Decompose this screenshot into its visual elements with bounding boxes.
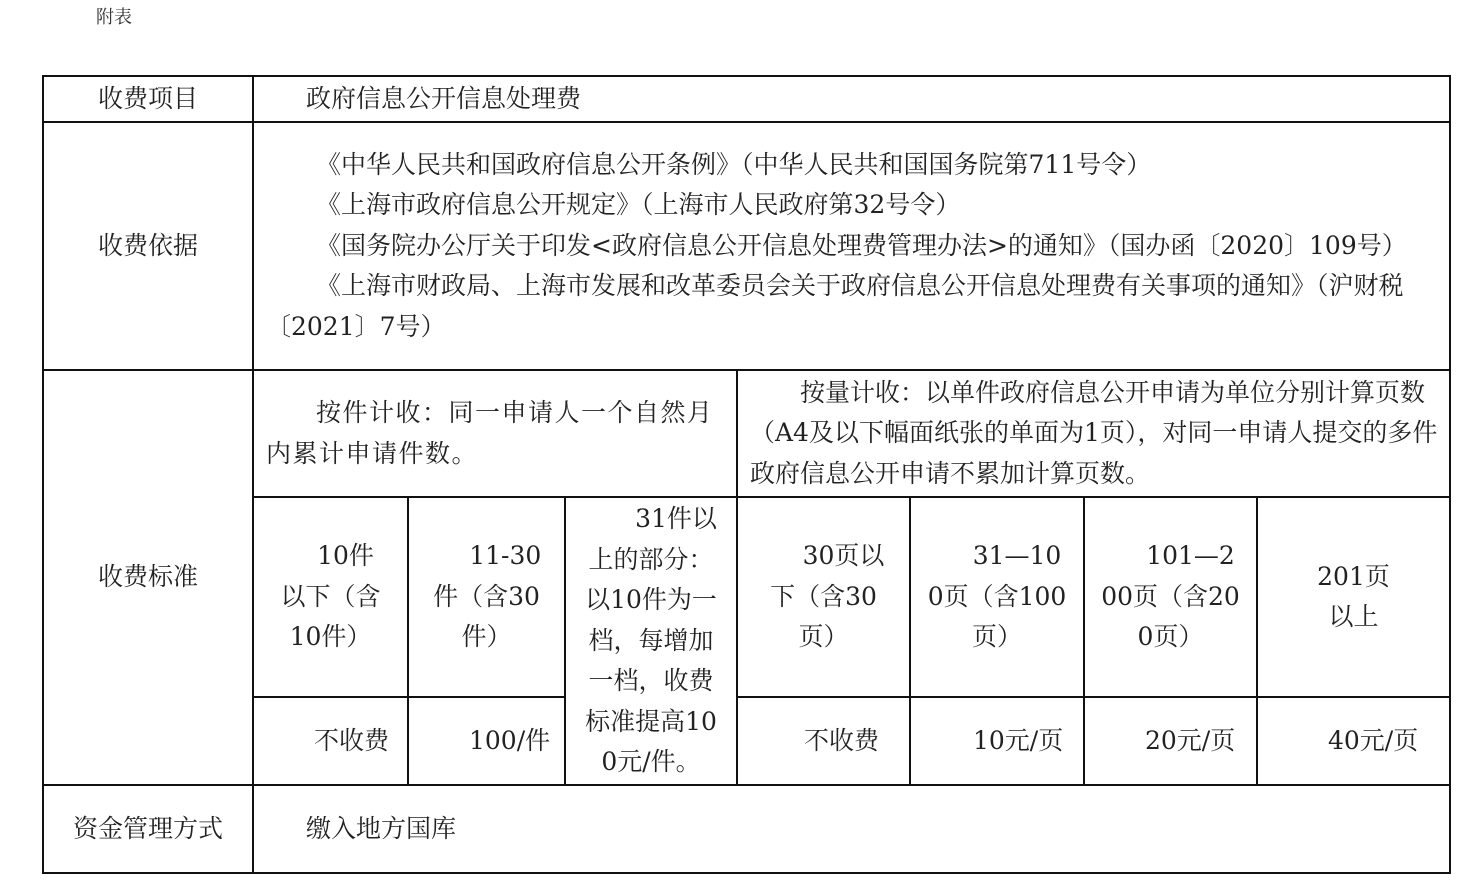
row-fee-standard-desc [43,370,1450,497]
by-volume-desc-text: 按量计收：以单件政府信息公开申请为单位分别计算页数（A4及以下幅面纸张的单面为1页），对同一申请人提交的多件政府信息公开申请不累加计算页数。 [750,377,1438,488]
tier-volume-4 [1257,497,1450,697]
label-fund-management-text: 资金管理方式 [72,813,223,843]
fee-volume-3: 20元/页 [1084,697,1257,785]
row-fee-amounts [43,697,1450,785]
fee-count-2: 100/件 [408,697,565,785]
fee-table [42,75,1451,874]
fee-volume-2: 10元/页 [910,697,1084,785]
label-fee-basis: 收费依据 [43,122,253,370]
value-fund-management: 缴入地方国库 [253,785,1450,873]
fee-volume-4: 40元/页 [1257,697,1450,785]
tier-volume-2 [910,497,1084,697]
tier-count-2-text: 11-30件（含30件） [433,541,542,652]
fee-volume-1: 不收费 [737,697,910,785]
by-count-desc [253,370,737,497]
tier-volume-4-text: 201页以上 [1317,561,1390,631]
label-fund-management [43,785,253,873]
label-fee-item: 收费项目 [43,76,253,122]
row-fee-tiers [43,497,1450,697]
tier-count-1 [253,497,408,697]
row-fee-item [43,76,1450,122]
fee-basis-list [253,122,1450,370]
table-caption: 附表 [96,7,132,28]
tier-count-3 [565,497,737,785]
tier-volume-1 [737,497,910,697]
by-count-desc-text: 按件计收：同一申请人一个自然月内累计申请件数。 [266,398,714,468]
tier-volume-1-text: 30页以下（含30页） [770,541,885,652]
label-fee-standard: 收费标准 [43,370,253,785]
tier-count-3-text: 31件以上的部分：以10件为一档，每增加一档，收费标准提高100元/件。 [585,504,717,777]
tier-volume-2-text: 31—100页（含100页） [927,541,1067,652]
basis-item: 《上海市政府信息公开规定》（上海市人民政府第32号令） [316,190,961,220]
fee-count-1: 不收费 [253,697,408,785]
tier-count-1-text: 10件以下（含10件） [280,541,381,652]
basis-item: 《上海市财政局、上海市发展和改革委员会关于政府信息公开信息处理费有关事项的通知》（沪财税〔2021〕7号） [266,271,1404,341]
tier-volume-3 [1084,497,1257,697]
row-fund-management [43,785,1450,873]
basis-item: 《国务院办公厅关于印发<政府信息公开信息处理费管理办法>的通知》（国办函〔2020〕109号） [316,230,1407,260]
tier-volume-3-text: 101—200页（含200页） [1101,541,1240,652]
basis-item: 《中华人民共和国政府信息公开条例》（中华人民共和国国务院第711号令） [316,149,1152,179]
row-fee-basis [43,122,1450,370]
by-volume-desc [737,370,1450,497]
value-fee-item: 政府信息公开信息处理费 [253,76,1450,122]
tier-count-2 [408,497,565,697]
